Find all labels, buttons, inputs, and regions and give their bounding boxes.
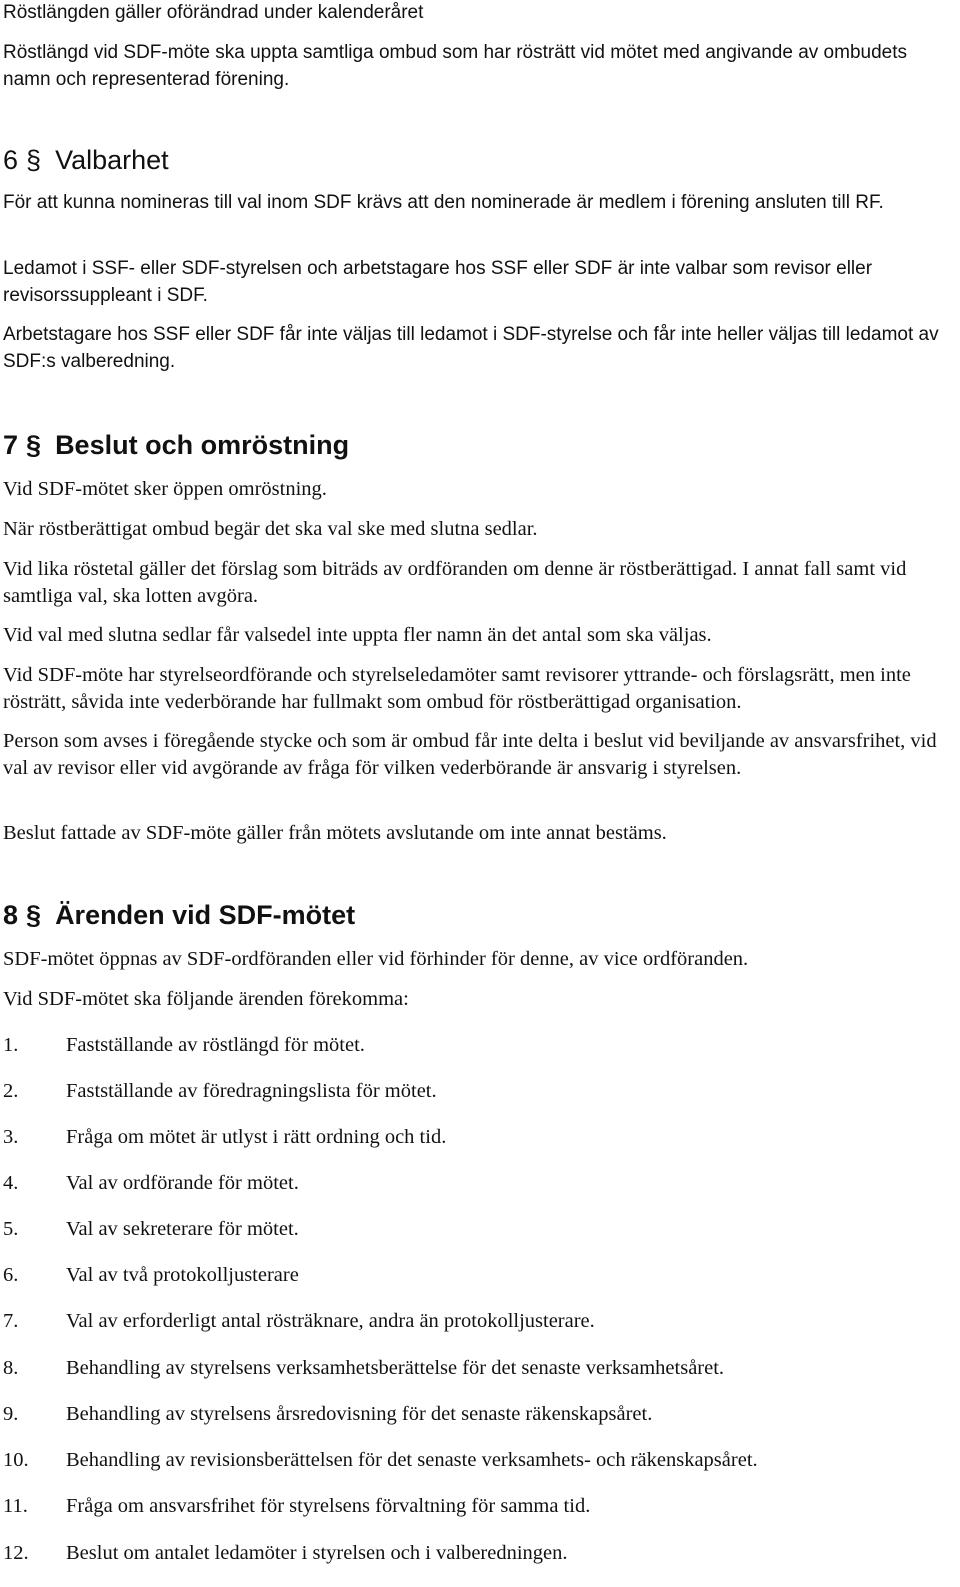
section-6-paragraph-1: För att kunna nomineras till val inom SDF krävs att den nominerade är medlem i förening ansluten till RF.: [3, 192, 884, 213]
agenda-item-11: [3, 1493, 951, 1519]
agenda-item-1: [3, 1032, 951, 1058]
section-7-paragraph-2: När röstberättigat ombud begär det ska val ske med slutna sedlar.: [3, 518, 538, 540]
agenda-item-number: 6.: [3, 1264, 19, 1286]
agenda-item-number: 5.: [3, 1218, 19, 1240]
agenda-item-12: [3, 1540, 951, 1566]
agenda-item-number: 7.: [3, 1310, 19, 1332]
agenda-item-8: [3, 1355, 951, 1381]
section-6-heading: [3, 143, 169, 177]
section-6-number: 6: [3, 145, 19, 175]
agenda-item-number: 8.: [3, 1357, 19, 1379]
agenda-item-text: Val av sekreterare för mötet.: [66, 1218, 299, 1240]
agenda-item-text: Val av erforderligt antal rösträknare, andra än protokolljusterare.: [66, 1310, 595, 1332]
agenda-item-text: Val av ordförande för mötet.: [66, 1172, 299, 1194]
agenda-item-2: [3, 1078, 951, 1104]
intro-line-1: Röstlängden gäller oförändrad under kalenderåret: [3, 2, 424, 23]
agenda-item-9: [3, 1401, 951, 1427]
agenda-item-text: Behandling av revisionsberättelsen för det senaste verksamhets- och räkenskapsåret.: [66, 1449, 758, 1471]
agenda-item-text: Beslut om antalet ledamöter i styrelsen och i valberedningen.: [66, 1542, 568, 1564]
intro-line-2: Röstlängd vid SDF-möte ska uppta samtliga ombud som har rösträtt vid mötet med angivande av ombudets namn och representerad förening.: [3, 42, 907, 90]
section-7-title: Beslut och omröstning: [55, 430, 350, 460]
agenda-item-3: [3, 1124, 951, 1150]
section-7-paragraph-5: Vid SDF-möte har styrelseordförande och styrelseledamöter samt revisorer yttrande- och förslagsrätt, men inte rösträtt, såvida inte vederbörande har fullmakt som ombud för röstberättigad organisation.: [3, 664, 911, 713]
section-7-number: 7: [3, 430, 19, 460]
section-8-title: Ärenden vid SDF-mötet: [55, 900, 356, 930]
agenda-item-number: 11.: [3, 1495, 28, 1517]
section-6-paragraph-2: Ledamot i SSF- eller SDF-styrelsen och arbetstagare hos SSF eller SDF är inte valbar som revisor eller revisorssuppleant i SDF.: [3, 258, 873, 306]
agenda-item-4: [3, 1170, 951, 1196]
section-6-paragraph-3: Arbetstagare hos SSF eller SDF får inte väljas till ledamot i SDF-styrelse och får inte heller väljas till ledamot av SDF:s valberedning.: [3, 324, 939, 372]
section-7-paragraph-6: Person som avses i föregående stycke och som är ombud får inte delta i beslut vid beviljande av ansvarsfrihet, vid val av revisor eller vid avgörande av fråga för vilken vederbörande är ansvarig i styrelsen.: [3, 730, 937, 779]
section-7-paragraph-4: Vid val med slutna sedlar får valsedel inte uppta fler namn än det antal som ska väljas.: [3, 624, 712, 646]
agenda-item-text: Fråga om ansvarsfrihet för styrelsens förvaltning för samma tid.: [66, 1495, 591, 1517]
agenda-item-number: 10.: [3, 1449, 29, 1471]
section-7-paragraph-7: Beslut fattade av SDF-möte gäller från mötets avslutande om inte annat bestäms.: [3, 822, 667, 844]
section-8-paragraph-2: Vid SDF-mötet ska följande ärenden förekomma:: [3, 988, 409, 1010]
section-7-heading: [3, 428, 349, 462]
agenda-item-text: Fastställande av röstlängd för mötet.: [66, 1034, 365, 1056]
agenda-item-number: 9.: [3, 1403, 19, 1425]
section-6-symbol: §: [26, 145, 42, 175]
agenda-item-number: 3.: [3, 1126, 19, 1148]
agenda-item-10: [3, 1447, 951, 1473]
agenda-item-number: 1.: [3, 1034, 19, 1056]
section-6-title: Valbarhet: [55, 145, 169, 175]
agenda-item-5: [3, 1216, 951, 1242]
agenda-item-7: [3, 1308, 951, 1334]
section-7-symbol: §: [26, 430, 42, 460]
section-8-heading: [3, 898, 355, 932]
agenda-item-6: [3, 1262, 951, 1288]
agenda-item-text: Behandling av styrelsens verksamhetsberättelse för det senaste verksamhetsåret.: [66, 1357, 725, 1379]
agenda-item-text: Behandling av styrelsens årsredovisning för det senaste räkenskapsåret.: [66, 1403, 653, 1425]
agenda-item-text: Val av två protokolljusterare: [66, 1264, 299, 1286]
section-7-paragraph-3: Vid lika röstetal gäller det förslag som biträds av ordföranden om denne är röstberättigad. I annat fall samt vid samtliga val, ska lotten avgöra.: [3, 558, 907, 607]
section-8-paragraph-1: SDF-mötet öppnas av SDF-ordföranden eller vid förhinder för denne, av vice ordföranden.: [3, 948, 749, 970]
agenda-item-text: Fastställande av föredragningslista för mötet.: [66, 1080, 437, 1102]
section-8-number: 8: [3, 900, 19, 930]
agenda-item-number: 4.: [3, 1172, 19, 1194]
agenda-item-text: Fråga om mötet är utlyst i rätt ordning och tid.: [66, 1126, 447, 1148]
section-8-symbol: §: [26, 900, 42, 930]
section-7-paragraph-1: Vid SDF-mötet sker öppen omröstning.: [3, 478, 327, 500]
agenda-item-number: 2.: [3, 1080, 19, 1102]
agenda-item-number: 12.: [3, 1542, 29, 1564]
